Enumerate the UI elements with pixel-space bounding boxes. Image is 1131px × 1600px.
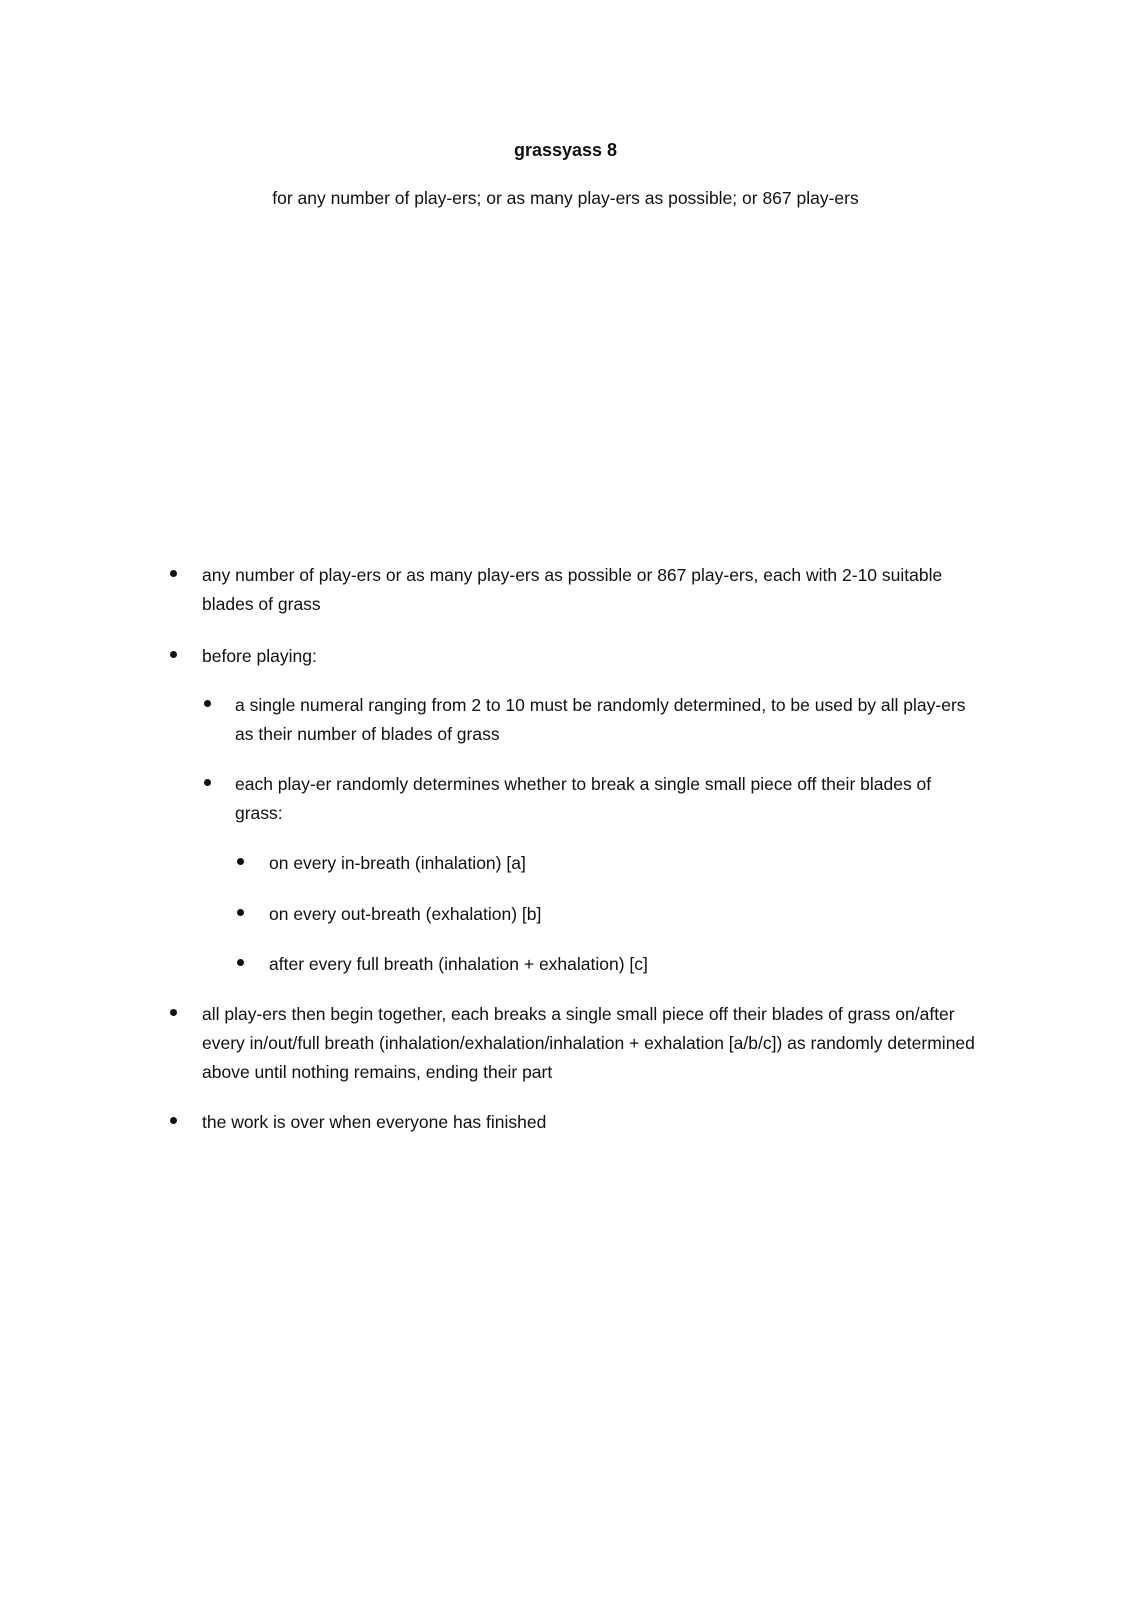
bullet-dot — [237, 909, 244, 916]
list-item: all play-ers then begin together, each breaks a single small piece off their blades of grass on/after every in/out/full breath (inhalation/exhalation/inhalation + exhalation [a/b/c]) as randomly determined above until nothing remains, ending their part — [202, 1004, 975, 1082]
list-item: on every in-breath (inhalation) [a] — [269, 853, 526, 873]
list-item: any number of play-ers or as many play-ers as possible or 867 play-ers, each with 2-10 suitable blades of grass — [202, 565, 943, 614]
list-item: each play-er randomly determines whether to break a single small piece off their blades of grass: — [235, 774, 932, 823]
document-subtitle: for any number of play-ers; or as many play-ers as possible; or 867 play-ers — [272, 188, 859, 208]
bullet-dot — [204, 779, 211, 786]
list-item: on every out-breath (exhalation) [b] — [269, 904, 542, 924]
bullet-dot — [170, 651, 177, 658]
list-item: the work is over when everyone has finished — [202, 1112, 547, 1132]
bullet-dot — [170, 1009, 177, 1016]
list-item: before playing: — [202, 646, 317, 666]
list-item: after every full breath (inhalation + exhalation) [c] — [269, 954, 648, 974]
bullet-dot — [204, 700, 211, 707]
bullet-dot — [237, 858, 244, 865]
bullet-dot — [170, 570, 177, 577]
bullet-dot — [237, 959, 244, 966]
bullet-dot — [170, 1117, 177, 1124]
document-title: grassyass 8 — [513, 140, 618, 160]
list-item: a single numeral ranging from 2 to 10 must be randomly determined, to be used by all play-ers as their number of blades of grass — [235, 695, 966, 744]
